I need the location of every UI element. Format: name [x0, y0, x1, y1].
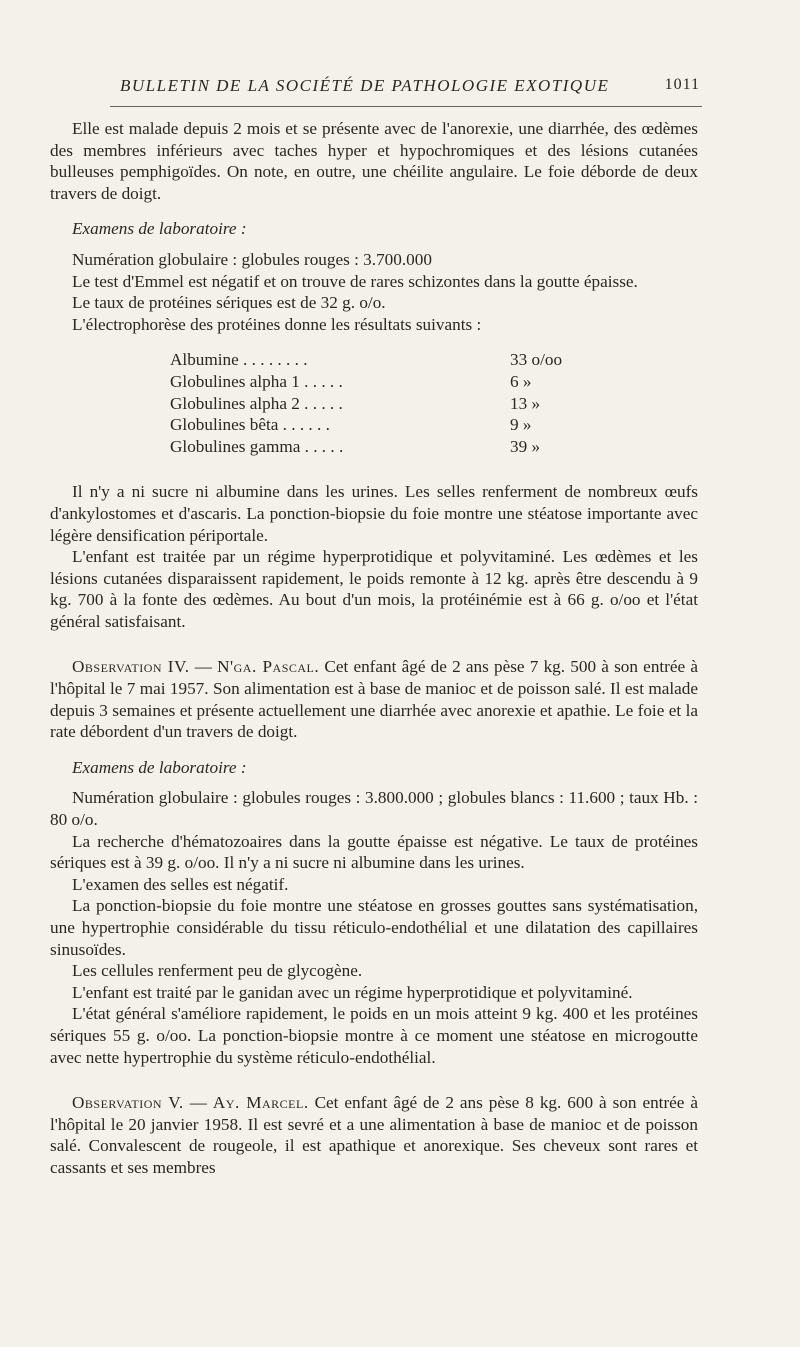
paragraph: La recherche d'hématozoaires dans la goutte épaisse est négative. Le taux de protéines sériques est à 39 g. o/oo. Il n'y a ni sucre ni albumine dans les urines.	[50, 831, 698, 873]
observation-paragraph	[50, 656, 698, 742]
row-value: 6 »	[510, 371, 532, 391]
electrophoresis-table	[170, 349, 590, 457]
header-rule	[110, 106, 702, 107]
paragraph: La ponction-biopsie du foie montre une stéatose en grosses gouttes sans systématisation, une hypertrophie considérable du tissu réticulo-endothélial et une dilatation des capillaires sinusoïdes.	[50, 896, 698, 959]
running-header	[110, 76, 700, 104]
paragraph: L'électrophorèse des protéines donne les résultats suivants :	[72, 314, 482, 334]
page-number: 1011	[664, 76, 700, 93]
table-row	[170, 349, 590, 371]
observation-label: Observation V.	[72, 1093, 184, 1113]
row-label: Globulines gamma . . . . .	[170, 436, 344, 456]
table-row	[170, 436, 590, 458]
table-row	[170, 393, 590, 415]
table-row	[170, 371, 590, 393]
row-label: Globulines alpha 2 . . . . .	[170, 393, 343, 413]
paragraph: L'examen des selles est négatif.	[72, 874, 289, 894]
patient-name: Ay. Marcel.	[212, 1093, 309, 1113]
patient-name: N'ga. Pascal.	[217, 657, 320, 677]
paragraph: Le taux de protéines sériques est de 32 g. o/o.	[72, 293, 386, 313]
dash: —	[189, 657, 218, 677]
row-value: 13 »	[510, 393, 541, 413]
table-row	[170, 414, 590, 436]
article-body	[50, 118, 698, 1179]
paragraph: L'état général s'améliore rapidement, le poids en un mois atteint 9 kg. 400 et les protéines sériques 55 g. o/oo. La ponction-biopsie montre à ce moment une stéatose en microgoutte avec nette hypertrophie du système réticulo-endothélial.	[50, 1004, 698, 1067]
paragraph: Elle est malade depuis 2 mois et se présente avec de l'anorexie, une diarrhée, des œdèmes des membres inférieurs avec taches hyper et hypochromiques et des lésions cutanées bulleuses pemphigoïdes. On note, en outre, une chéilite angulaire. Le foie déborde de deux travers de doigt.	[50, 119, 698, 203]
journal-title: BULLETIN DE LA SOCIÉTÉ DE PATHOLOGIE EXOTIQUE	[120, 76, 610, 95]
paragraph: Il n'y a ni sucre ni albumine dans les urines. Les selles renferment de nombreux œufs d'ankylostomes et d'ascaris. La ponction-biopsie du foie montre une stéatose importante avec légère densification périportale.	[50, 482, 698, 545]
paragraph: Les cellules renferment peu de glycogène.	[72, 961, 363, 981]
row-label: Globulines alpha 1 . . . . .	[170, 371, 343, 391]
paragraph: Numération globulaire : globules rouges : 3.700.000	[72, 249, 432, 269]
dash: —	[183, 1093, 213, 1113]
section-heading: Examens de laboratoire :	[72, 219, 247, 239]
paragraph: L'enfant est traité par le ganidan avec un régime hyperprotidique et polyvitaminé.	[72, 982, 633, 1002]
row-value: 9 »	[510, 415, 532, 435]
observation-paragraph	[50, 1092, 698, 1178]
observation-label: Observation IV.	[72, 657, 190, 677]
row-label: Albumine . . . . . . . .	[170, 350, 308, 370]
observation-text: Cet enfant âgé de 2 ans pèse 8 kg. 600 à son entrée à l'hôpital le 20 janvier 1958. Il est sevré et a une alimentation à base de manioc et de poisson salé. Convalescent de rougeole, il est apathique et anorexique. Ses cheveux sont rares et cassants et ses membres	[50, 1093, 699, 1177]
row-label: Globulines bêta . . . . . .	[170, 415, 330, 435]
paragraph: L'enfant est traitée par un régime hyperprotidique et polyvitaminé. Les œdèmes et les lésions cutanées disparaissent rapidement, le poids remonte à 12 kg. après être descendu à 9 kg. 700 à la fonte des œdèmes. Au bout d'un mois, la protéinémie est à 66 g. o/oo et l'état général satisfaisant.	[50, 547, 698, 631]
paragraph: Numération globulaire : globules rouges : 3.800.000 ; globules blancs : 11.600 ; taux Hb. : 80 o/o.	[50, 788, 698, 830]
section-heading: Examens de laboratoire :	[72, 757, 247, 777]
paragraph: Le test d'Emmel est négatif et on trouve de rares schizontes dans la goutte épaisse.	[72, 271, 638, 291]
observation-text: Cet enfant âgé de 2 ans pèse 7 kg. 500 à son entrée à l'hôpital le 7 mai 1957. Son alimentation est à base de manioc et de poisson salé. Il est malade depuis 3 semaines et présente actuellement une diarrhée avec anorexie et apathie. Le foie et la rate débordent d'un travers de doigt.	[50, 657, 699, 742]
row-value: 33 o/oo	[510, 350, 563, 370]
row-value: 39 »	[510, 436, 541, 456]
